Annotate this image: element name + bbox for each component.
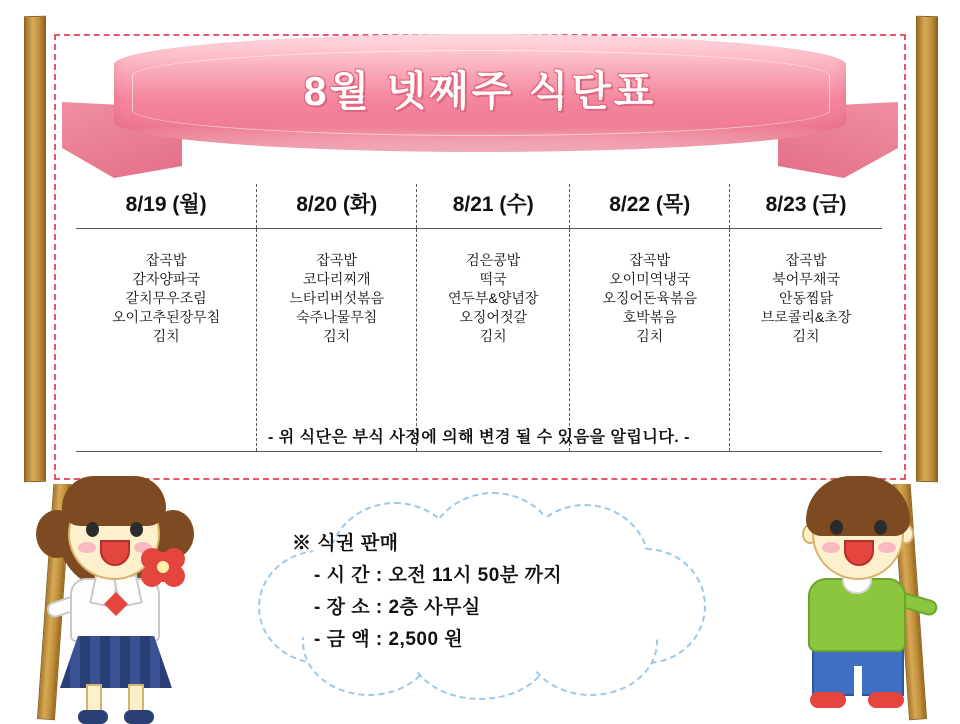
ticket-info-cloud [258, 492, 702, 696]
boy-eye-left [830, 520, 843, 535]
menu-date-header-tue: 8/20 (화) [257, 184, 417, 229]
menu-cell-fri [730, 229, 882, 452]
boy-shoe-right [868, 692, 904, 708]
girl-cheek-left [78, 542, 96, 553]
menu-date-header-wed: 8/21 (수) [417, 184, 570, 229]
boy-hair [806, 476, 910, 536]
signboard-frame-left [24, 16, 46, 482]
title-ribbon [62, 28, 898, 178]
dish-item: 잡곡밥 [316, 252, 357, 268]
dish-item: 잡곡밥 [785, 252, 827, 268]
menu-cell-wed [417, 229, 570, 452]
ticket-info-text [292, 528, 672, 656]
menu-cell-tue [257, 229, 417, 452]
girl-shoe-right [124, 710, 154, 724]
table-header-row [76, 184, 882, 229]
girl-cheek-right [134, 542, 152, 553]
dish-item: 오징어젓갈 [459, 309, 527, 325]
signboard-frame-right [916, 16, 938, 482]
dish-item: 김치 [323, 328, 351, 344]
dish-item: 오이미역냉국 [609, 271, 691, 287]
dish-item: 숙주나물무침 [296, 309, 378, 325]
dish-item: 잡곡밥 [629, 252, 670, 268]
dish-item: 안동찜닭 [779, 290, 834, 306]
dish-item: 김치 [636, 328, 664, 344]
dish-item: 떡국 [479, 271, 507, 287]
poster-title: 8월 넷째주 식단표 [303, 68, 657, 114]
dish-item: 브로콜리&초장 [760, 309, 852, 325]
ticket-sale-heading: ※ 식권 판매 [292, 533, 399, 554]
boy-cheek-right [878, 542, 896, 553]
dish-item: 김치 [479, 328, 507, 344]
ticket-time-line: - 시 간 : 오전 11시 50분 까지 [314, 565, 563, 586]
girl-shoe-left [78, 710, 108, 724]
dish-item: 잡곡밥 [145, 252, 187, 268]
dish-item: 오이고추된장무침 [112, 309, 221, 325]
menu-date-header-thu: 8/22 (목) [570, 184, 730, 229]
girl-eye-left [86, 522, 99, 537]
dish-item: 감자양파국 [132, 271, 200, 287]
boy-shoe-left [810, 692, 846, 708]
ticket-place-line: - 장 소 : 2층 사무실 [314, 597, 481, 618]
dish-item: 호박볶음 [622, 309, 677, 325]
boy-leg-gap [854, 666, 862, 696]
dish-item: 연두부&양념장 [447, 290, 539, 306]
table-row [76, 229, 882, 452]
dish-item: 북어무채국 [772, 271, 840, 287]
dish-item: 검은콩밥 [466, 252, 521, 268]
dish-item: 느타리버섯볶음 [289, 290, 385, 306]
menu-cell-thu [570, 229, 730, 452]
ticket-price-line: - 금 액 : 2,500 원 [314, 629, 464, 650]
dish-item: 김치 [152, 328, 180, 344]
menu-date-header-fri: 8/23 (금) [730, 184, 882, 229]
flower-hairpin-center [157, 561, 169, 573]
boy-character-illustration [770, 470, 950, 720]
menu-cell-mon [76, 229, 257, 452]
girl-eye-right [130, 522, 143, 537]
weekly-menu-table [76, 184, 882, 452]
girl-character-illustration [30, 470, 210, 720]
dish-item: 김치 [792, 328, 820, 344]
menu-disclaimer-note: - 위 식단은 부식 사정에 의해 변경 될 수 있음을 알립니다. - [267, 429, 691, 446]
boy-eye-right [874, 520, 887, 535]
girl-hair-fringe [62, 476, 166, 526]
girl-skirt [60, 636, 172, 688]
dish-item: 오징어돈육볶음 [602, 290, 698, 306]
dish-item: 코다리찌개 [302, 271, 371, 287]
menu-date-header-mon: 8/19 (월) [76, 184, 257, 229]
boy-cheek-left [822, 542, 840, 553]
dish-item: 갈치무우조림 [125, 290, 207, 306]
